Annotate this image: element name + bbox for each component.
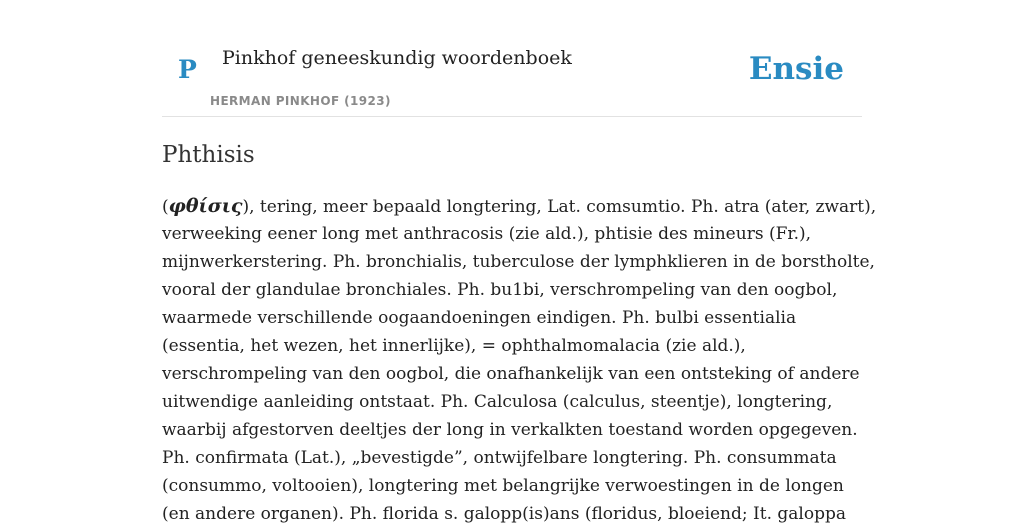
greek-term: φθίσις: [168, 195, 243, 217]
definition-line: vooral der glandulae bronchiales. Ph. bu1bi, verschrompeling van den oogbol,: [162, 280, 838, 300]
definition-line: verschrompeling van den oogbol, die onafhankelijk van een ontsteking of andere: [162, 364, 860, 384]
dictionary-author: HERMAN PINKHOF (1923): [210, 94, 391, 108]
definition-line: [162, 192, 877, 220]
definition-line: mijnwerkerstering. Ph. bronchialis, tuberculose der lymphklieren in de borstholte,: [162, 252, 875, 272]
site-logo-link[interactable]: Ensie: [748, 51, 844, 87]
definition-line: (consummo, voltooien), longtering met belangrijke verwoestingen in de longen: [162, 476, 844, 496]
definition-line: waarmede verschillende oogaandoeningen eindigen. Ph. bulbi essentialia: [162, 308, 797, 328]
dictionary-header: [162, 0, 862, 117]
dictionary-title[interactable]: Pinkhof geneeskundig woordenboek: [222, 47, 572, 69]
definition-line: uitwendige aanleiding ontstaat. Ph. Calculosa (calculus, steentje), longtering,: [162, 392, 833, 412]
definition-line: verweeking eener long met anthracosis (zie ald.), phtisie des mineurs (Fr.),: [162, 224, 812, 244]
definition-text: ), tering, meer bepaald longtering, Lat. comsumtio. Ph. atra (ater, zwart),: [242, 197, 877, 217]
definition-line: (en andere organen). Ph. florida s. galopp(is)ans (floridus, bloeiend; It. galoppa: [162, 504, 846, 524]
definition-line: waarbij afgestorven deeltjes der long in verkalkten toestand worden opgegeven.: [162, 420, 858, 440]
definition-text: (: [162, 197, 169, 217]
entry-title: Phthisis: [162, 142, 255, 168]
definition-line: Ph. confirmata (Lat.), „bevestigde”, ontwijfelbare longtering. Ph. consummata: [162, 448, 837, 468]
entry-definition: [162, 192, 877, 528]
definition-line: (essentia, het wezen, het innerlijke), = ophthalmomalacia (zie ald.),: [162, 336, 746, 356]
dictionary-logo-letter[interactable]: P: [178, 55, 197, 84]
